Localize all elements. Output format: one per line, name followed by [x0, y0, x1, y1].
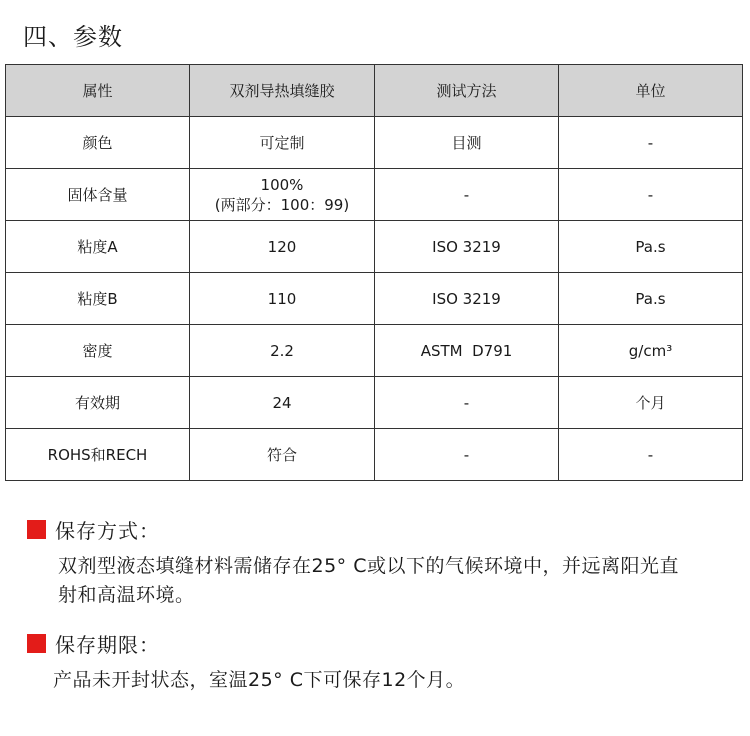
- cell-value: 符合: [190, 429, 375, 481]
- table-row: [6, 429, 743, 481]
- cell-test-method: ASTM D791: [375, 325, 559, 377]
- table-row: [6, 377, 743, 429]
- shelf-life-text: 产品未开封状态，室温25° C下可保存12个月。: [53, 669, 466, 691]
- shelf-life-section: [0, 629, 750, 695]
- cell-unit: -: [559, 117, 743, 169]
- cell-test-method: ISO 3219: [375, 273, 559, 325]
- parameters-table: [5, 64, 743, 481]
- table-row: [6, 221, 743, 273]
- cell-property: 有效期: [6, 377, 190, 429]
- cell-property: 固体含量: [6, 169, 190, 221]
- cell-unit: -: [559, 169, 743, 221]
- cell-test-method: ISO 3219: [375, 221, 559, 273]
- red-square-icon: [27, 520, 46, 539]
- cell-property: ROHS和RECH: [6, 429, 190, 481]
- cell-value: 2.2: [190, 325, 375, 377]
- cell-unit: -: [559, 429, 743, 481]
- shelf-life-title: 保存期限：: [55, 632, 160, 657]
- cell-property: 粘度A: [6, 221, 190, 273]
- cell-unit: Pa.s: [559, 221, 743, 273]
- header-property: 属性: [6, 65, 190, 117]
- section-title: 四、参数: [23, 23, 123, 51]
- storage-title: 保存方式：: [55, 518, 160, 543]
- cell-test-method: -: [375, 169, 559, 221]
- table-header-row: [6, 65, 743, 117]
- cell-value: 100% (两部分：100：99): [190, 169, 375, 221]
- cell-test-method: -: [375, 377, 559, 429]
- red-square-icon: [27, 634, 46, 653]
- cell-unit: Pa.s: [559, 273, 743, 325]
- table-row: [6, 117, 743, 169]
- table-row: [6, 325, 743, 377]
- cell-test-method: -: [375, 429, 559, 481]
- storage-text-line-1: 双剂型液态填缝材料需储存在25° C或以下的气候环境中，并远离阳光直: [58, 555, 679, 577]
- header-test-method: 测试方法: [375, 65, 559, 117]
- cell-property: 粘度B: [6, 273, 190, 325]
- cell-value: 120: [190, 221, 375, 273]
- cell-value: 110: [190, 273, 375, 325]
- cell-test-method: 目测: [375, 117, 559, 169]
- cell-property: 颜色: [6, 117, 190, 169]
- table-row: [6, 273, 743, 325]
- storage-section: [0, 515, 750, 610]
- cell-property: 密度: [6, 325, 190, 377]
- table-row: [6, 169, 743, 221]
- cell-unit: 个月: [559, 377, 743, 429]
- storage-text-line-2: 射和高温环境。: [58, 584, 195, 606]
- cell-value: 可定制: [190, 117, 375, 169]
- cell-unit: g/cm³: [559, 325, 743, 377]
- cell-value: 24: [190, 377, 375, 429]
- header-product: 双剂导热填缝胶: [190, 65, 375, 117]
- header-unit: 单位: [559, 65, 743, 117]
